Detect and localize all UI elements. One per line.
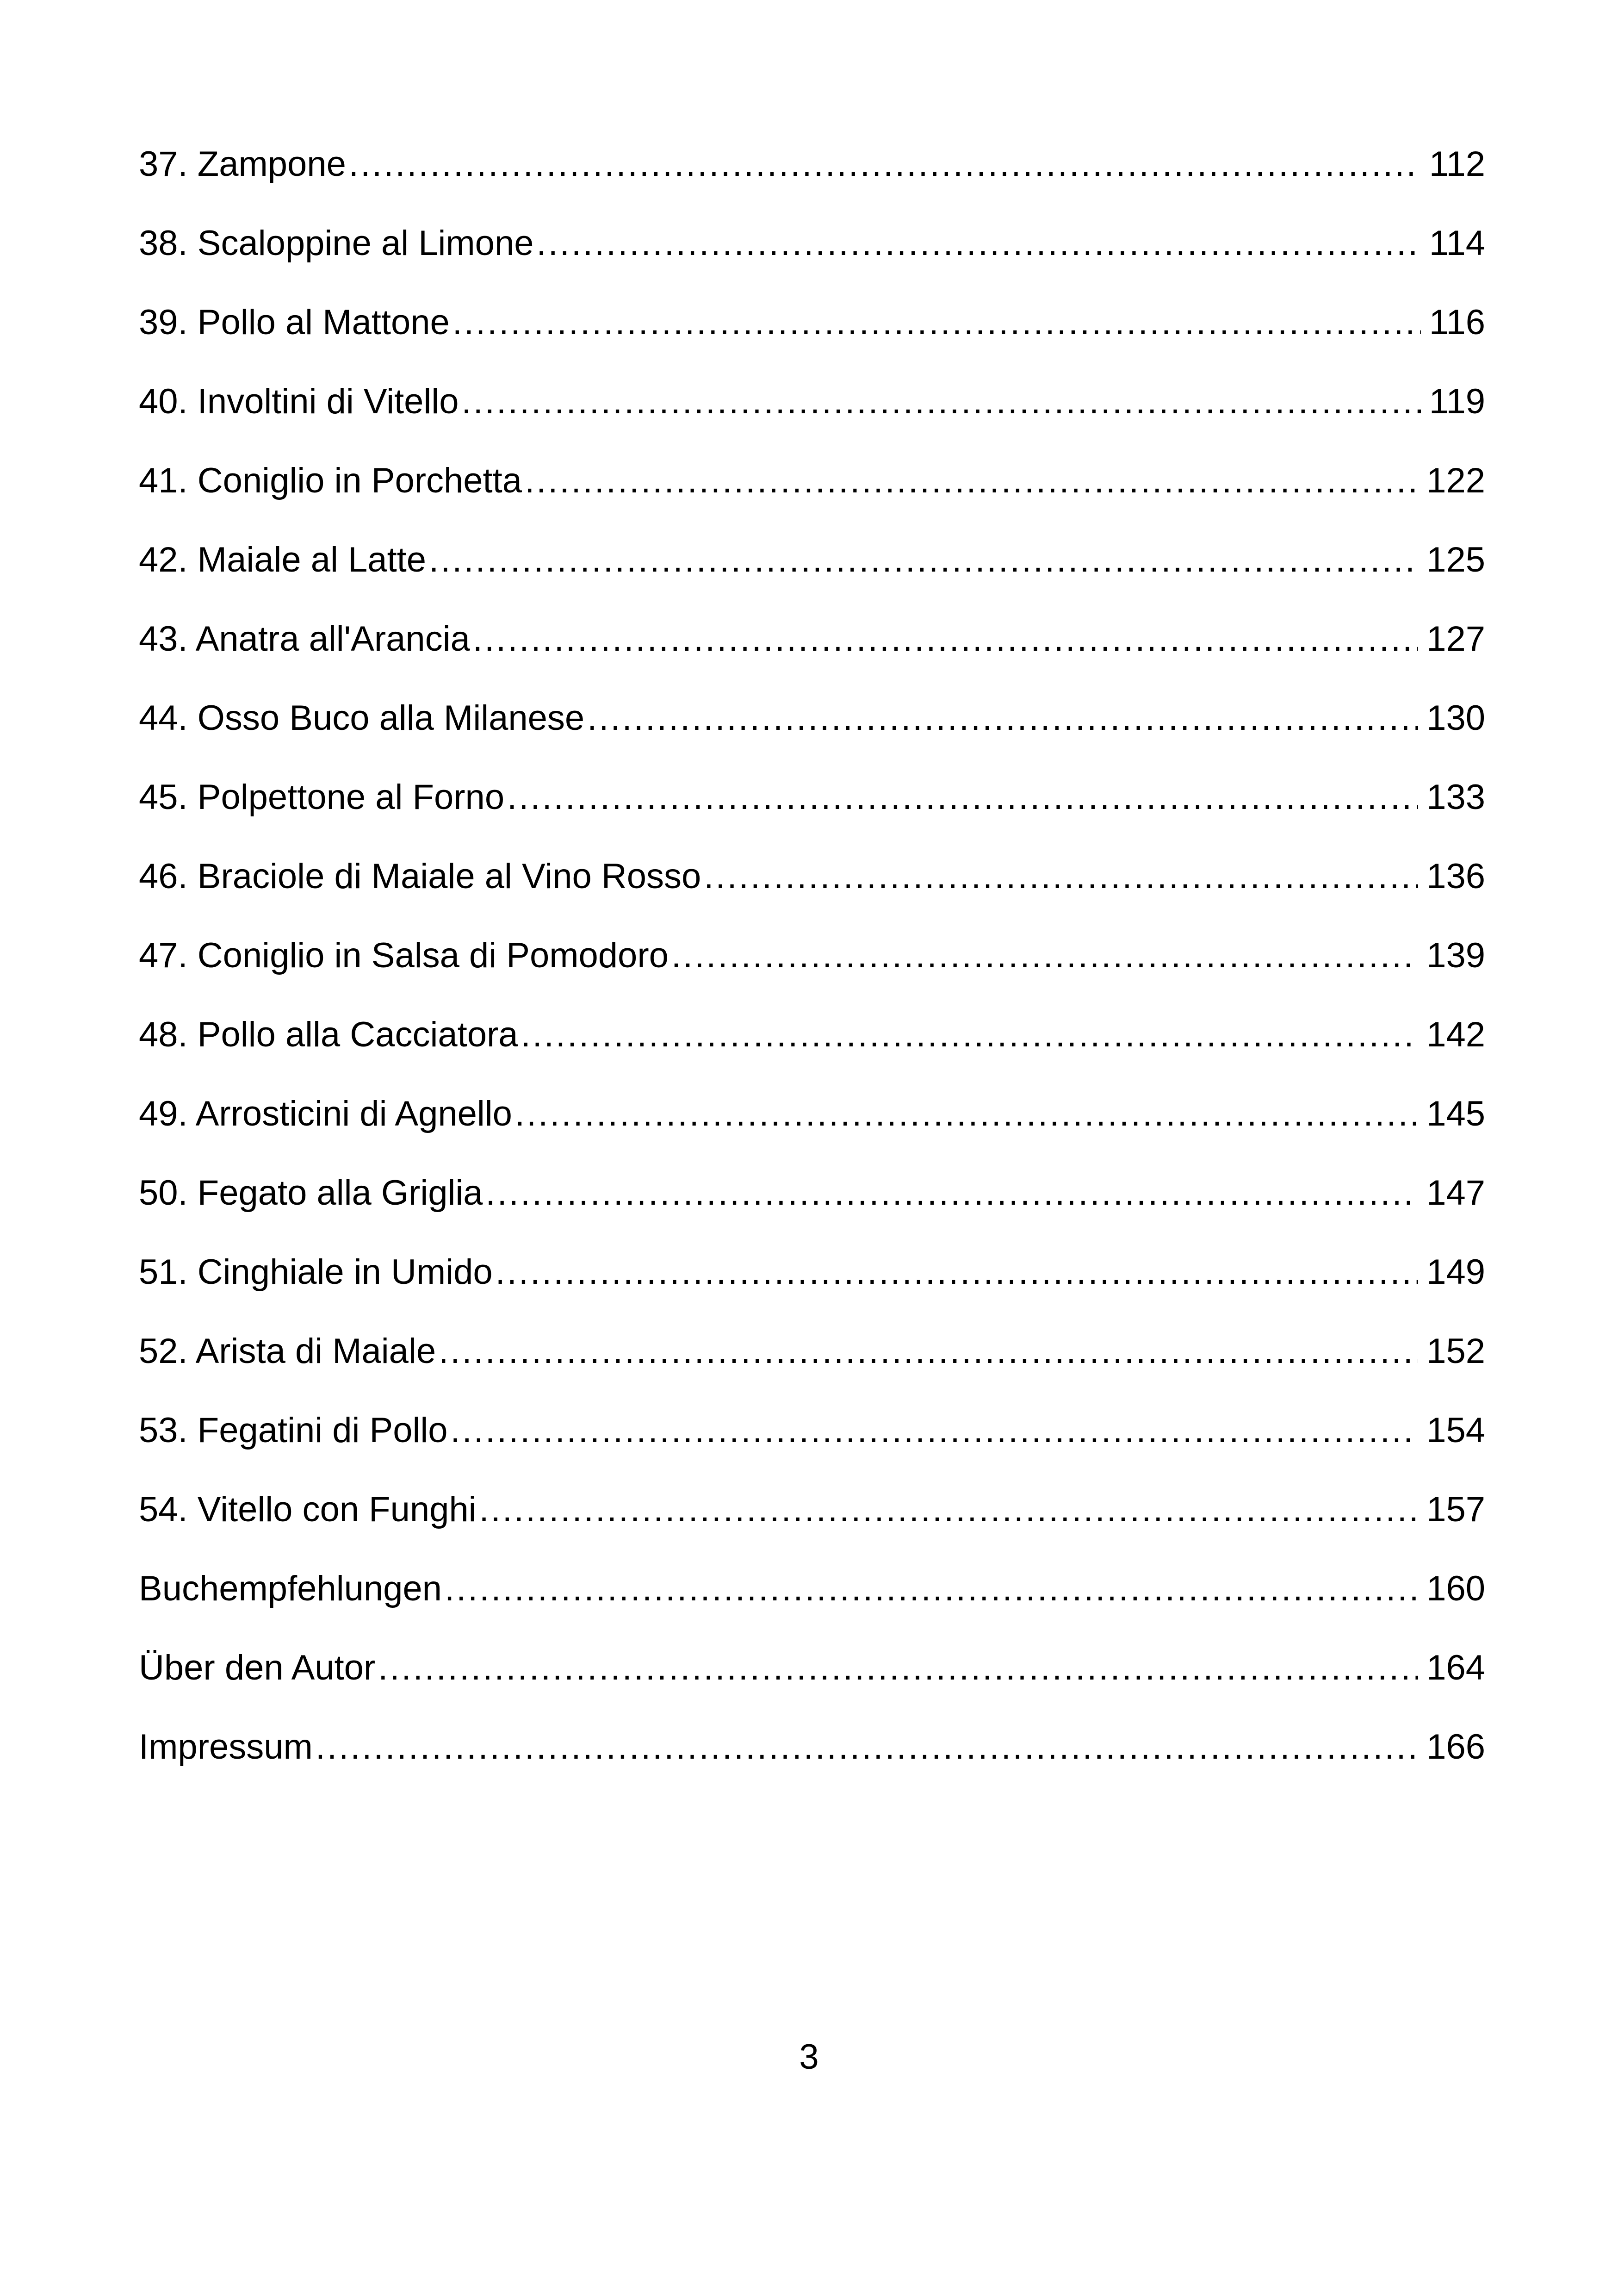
toc-entry-page: 149 — [1426, 1252, 1485, 1292]
toc-entry[interactable] — [139, 1400, 1485, 1480]
toc-entry-title: 45. Polpettone al Forno — [139, 778, 505, 817]
toc-entry-title: 46. Braciole di Maiale al Vino Rosso — [139, 857, 701, 896]
toc-entry[interactable] — [139, 213, 1485, 292]
toc-entry-page: 154 — [1426, 1411, 1485, 1450]
toc-entry-title: 39. Pollo al Mattone — [139, 303, 450, 342]
toc-entry[interactable] — [139, 846, 1485, 926]
toc-entry[interactable] — [139, 134, 1485, 213]
toc-entry-title: Über den Autor — [139, 1648, 376, 1687]
toc-entry-title: 41. Coniglio in Porchetta — [139, 461, 522, 500]
toc-entry-page: 164 — [1426, 1648, 1485, 1687]
toc-entry-title: 48. Pollo alla Cacciatora — [139, 1015, 518, 1054]
toc-entry-page: 147 — [1426, 1173, 1485, 1213]
toc-entry-page: 142 — [1426, 1015, 1485, 1054]
dot-leader — [316, 1717, 1418, 1777]
toc-entry-page: 145 — [1426, 1094, 1485, 1133]
dot-leader — [536, 213, 1420, 274]
dot-leader — [473, 609, 1418, 669]
toc-entry-page: 122 — [1426, 461, 1485, 500]
toc-entry[interactable] — [139, 372, 1485, 451]
toc-entry-title: 42. Maiale al Latte — [139, 540, 427, 579]
toc-entry-title: 54. Vitello con Funghi — [139, 1490, 477, 1529]
toc-entry[interactable] — [139, 688, 1485, 767]
dot-leader — [515, 1084, 1418, 1144]
dot-leader — [461, 372, 1420, 432]
toc-entry-page: 133 — [1426, 778, 1485, 817]
toc-entry[interactable] — [139, 609, 1485, 688]
dot-leader — [439, 1321, 1418, 1381]
toc-entry-title: 50. Fegato alla Griglia — [139, 1173, 483, 1213]
dot-leader — [451, 1400, 1419, 1461]
toc-entry[interactable] — [139, 530, 1485, 609]
toc-entry-page: 119 — [1429, 382, 1485, 421]
dot-leader — [486, 1163, 1419, 1223]
toc-entry[interactable] — [139, 1084, 1485, 1163]
dot-leader — [496, 1242, 1419, 1302]
toc-entry-page: 166 — [1426, 1727, 1485, 1767]
dot-leader — [704, 846, 1418, 907]
toc-entry-title: Buchempfehlungen — [139, 1569, 442, 1608]
toc-entry-title: 49. Arrosticini di Agnello — [139, 1094, 512, 1133]
toc-entry-page: 114 — [1429, 224, 1485, 263]
toc-entry[interactable] — [139, 292, 1485, 372]
dot-leader — [349, 134, 1421, 194]
toc-entry-title: 53. Fegatini di Pollo — [139, 1411, 448, 1450]
toc-entry-title: 51. Cinghiale in Umido — [139, 1252, 493, 1292]
toc-entry-page: 125 — [1426, 540, 1485, 579]
toc-entry-page: 157 — [1426, 1490, 1485, 1529]
toc-entry[interactable] — [139, 1163, 1485, 1242]
toc-entry[interactable] — [139, 1242, 1485, 1321]
toc-entry[interactable] — [139, 451, 1485, 530]
toc-entry-page: 127 — [1426, 619, 1485, 659]
toc-entry[interactable] — [139, 1321, 1485, 1400]
toc-entry-title: 43. Anatra all'Arancia — [139, 619, 470, 659]
toc-entry-title: 38. Scaloppine al Limone — [139, 224, 534, 263]
dot-leader — [453, 292, 1421, 353]
toc-entry-page: 152 — [1426, 1332, 1485, 1371]
toc-entry-title: 40. Involtini di Vitello — [139, 382, 459, 421]
toc-entry-title: 37. Zampone — [139, 144, 346, 184]
table-of-contents — [139, 134, 1485, 1796]
toc-entry[interactable] — [139, 926, 1485, 1005]
dot-leader — [429, 530, 1418, 590]
dot-leader — [521, 1005, 1419, 1065]
dot-leader — [587, 688, 1418, 748]
toc-entry[interactable] — [139, 1717, 1485, 1796]
toc-entry-page: 139 — [1426, 936, 1485, 975]
toc-entry-page: 136 — [1426, 857, 1485, 896]
toc-entry[interactable] — [139, 767, 1485, 846]
toc-entry[interactable] — [139, 1638, 1485, 1717]
toc-entry-page: 112 — [1429, 144, 1485, 184]
toc-entry[interactable] — [139, 1005, 1485, 1084]
dot-leader — [479, 1480, 1419, 1540]
toc-entry[interactable] — [139, 1480, 1485, 1559]
dot-leader — [671, 926, 1418, 986]
toc-entry-title: 52. Arista di Maiale — [139, 1332, 436, 1371]
toc-entry-title: Impressum — [139, 1727, 313, 1767]
toc-entry-page: 160 — [1426, 1569, 1485, 1608]
dot-leader — [445, 1559, 1418, 1619]
dot-leader — [378, 1638, 1418, 1698]
toc-entry-page: 116 — [1429, 303, 1485, 342]
toc-entry[interactable] — [139, 1559, 1485, 1638]
dot-leader — [507, 767, 1418, 828]
page-number: 3 — [799, 2037, 819, 2077]
toc-entry-title: 44. Osso Buco alla Milanese — [139, 698, 585, 738]
toc-entry-page: 130 — [1426, 698, 1485, 738]
toc-entry-title: 47. Coniglio in Salsa di Pomodoro — [139, 936, 669, 975]
dot-leader — [525, 451, 1418, 511]
